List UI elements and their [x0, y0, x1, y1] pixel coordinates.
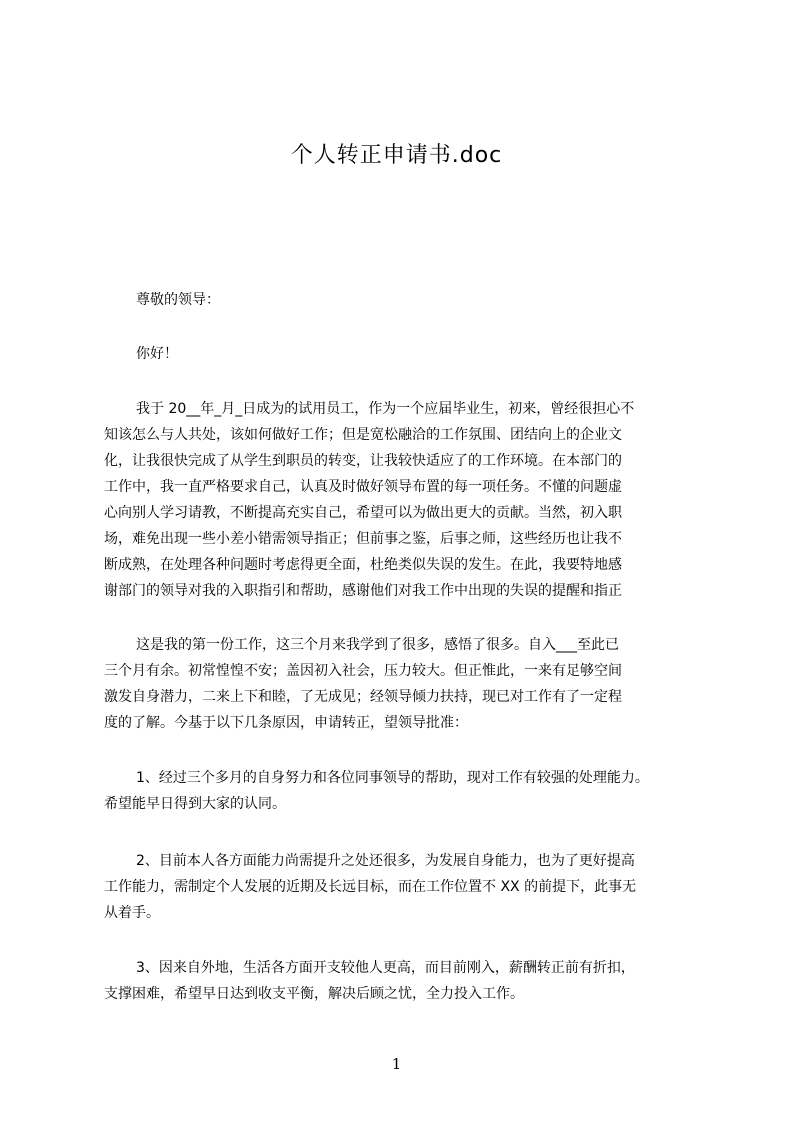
paragraph-1-line-8: 谢部门的领导对我的入职指引和帮助，感谢他们对我工作中出现的失误的提醒和指正 — [104, 583, 622, 599]
paragraph-1-line-6: 场，难免出现一些小差小错需领导指正；但前事之鉴，后事之师，这些经历也让我不 — [104, 531, 622, 547]
paragraph-2-line-3: 激发自身潜力，二来上下和睦，了无成见；经领导倾力扶持，现已对工作有了一定程 — [104, 689, 622, 705]
paragraph-1-line-4: 工作中，我一直严格要求自己，认真及时做好领导布置的每一项任务。不懂的问题虚 — [104, 479, 622, 495]
paragraph-1-line-7: 断成熟，在处理各种问题时考虑得更全面，杜绝类似失误的发生。在此，我要特地感 — [104, 557, 622, 573]
paragraph-1-line-2: 知该怎么与人共处，该如何做好工作；但是宽松融洽的工作氛围、团结向上的企业文 — [104, 427, 622, 443]
page-number: 1 — [391, 1055, 402, 1073]
reason-2-line-3: 从着手。 — [104, 905, 160, 921]
salutation: 尊敬的领导： — [136, 292, 220, 308]
reason-2-line-2: 工作能力，需制定个人发展的近期及长远目标，而在工作位置不 XX 的前提下，此事无 — [104, 879, 637, 895]
paragraph-1-line-1: 我于 20__年_月_日成为的试用员工，作为一个应届毕业生，初来，曾经很担心不 — [136, 401, 635, 417]
paragraph-1-line-3: 化，让我很快完成了从学生到职员的转变，让我较快适应了的工作环境。在本部门的 — [104, 453, 622, 469]
greeting: 你好！ — [136, 346, 178, 362]
paragraph-2-line-2: 三个月有余。初常惶惶不安；盖因初入社会，压力较大。但正惟此，一来有足够空间 — [104, 663, 622, 679]
paragraph-2-line-4: 度的了解。今基于以下几条原因，申请转正，望领导批准： — [104, 715, 468, 731]
reason-1-line-2: 希望能早日得到大家的认同。 — [104, 796, 286, 812]
reason-2-line-1: 2、目前本人各方面能力尚需提升之处还很多，为发展自身能力，也为了更好提高 — [136, 853, 635, 869]
paragraph-1-line-5: 心向别人学习请教，不断提高充实自己，希望可以为做出更大的贡献。当然，初入职 — [104, 505, 622, 521]
reason-3-line-1: 3、因来自外地，生活各方面开支较他人更高，而目前刚入，薪酬转正前有折扣， — [136, 960, 635, 976]
document-title: 个人转正申请书.doc — [290, 143, 503, 168]
paragraph-2-line-1: 这是我的第一份工作，这三个月来我学到了很多，感悟了很多。自入___至此已 — [136, 637, 619, 653]
reason-1-line-1: 1、经过三个多月的自身努力和各位同事领导的帮助，现对工作有较强的处理能力。 — [136, 770, 649, 786]
reason-3-line-2: 支撑困难，希望早日达到收支平衡，解决后顾之忧，全力投入工作。 — [104, 986, 524, 1002]
